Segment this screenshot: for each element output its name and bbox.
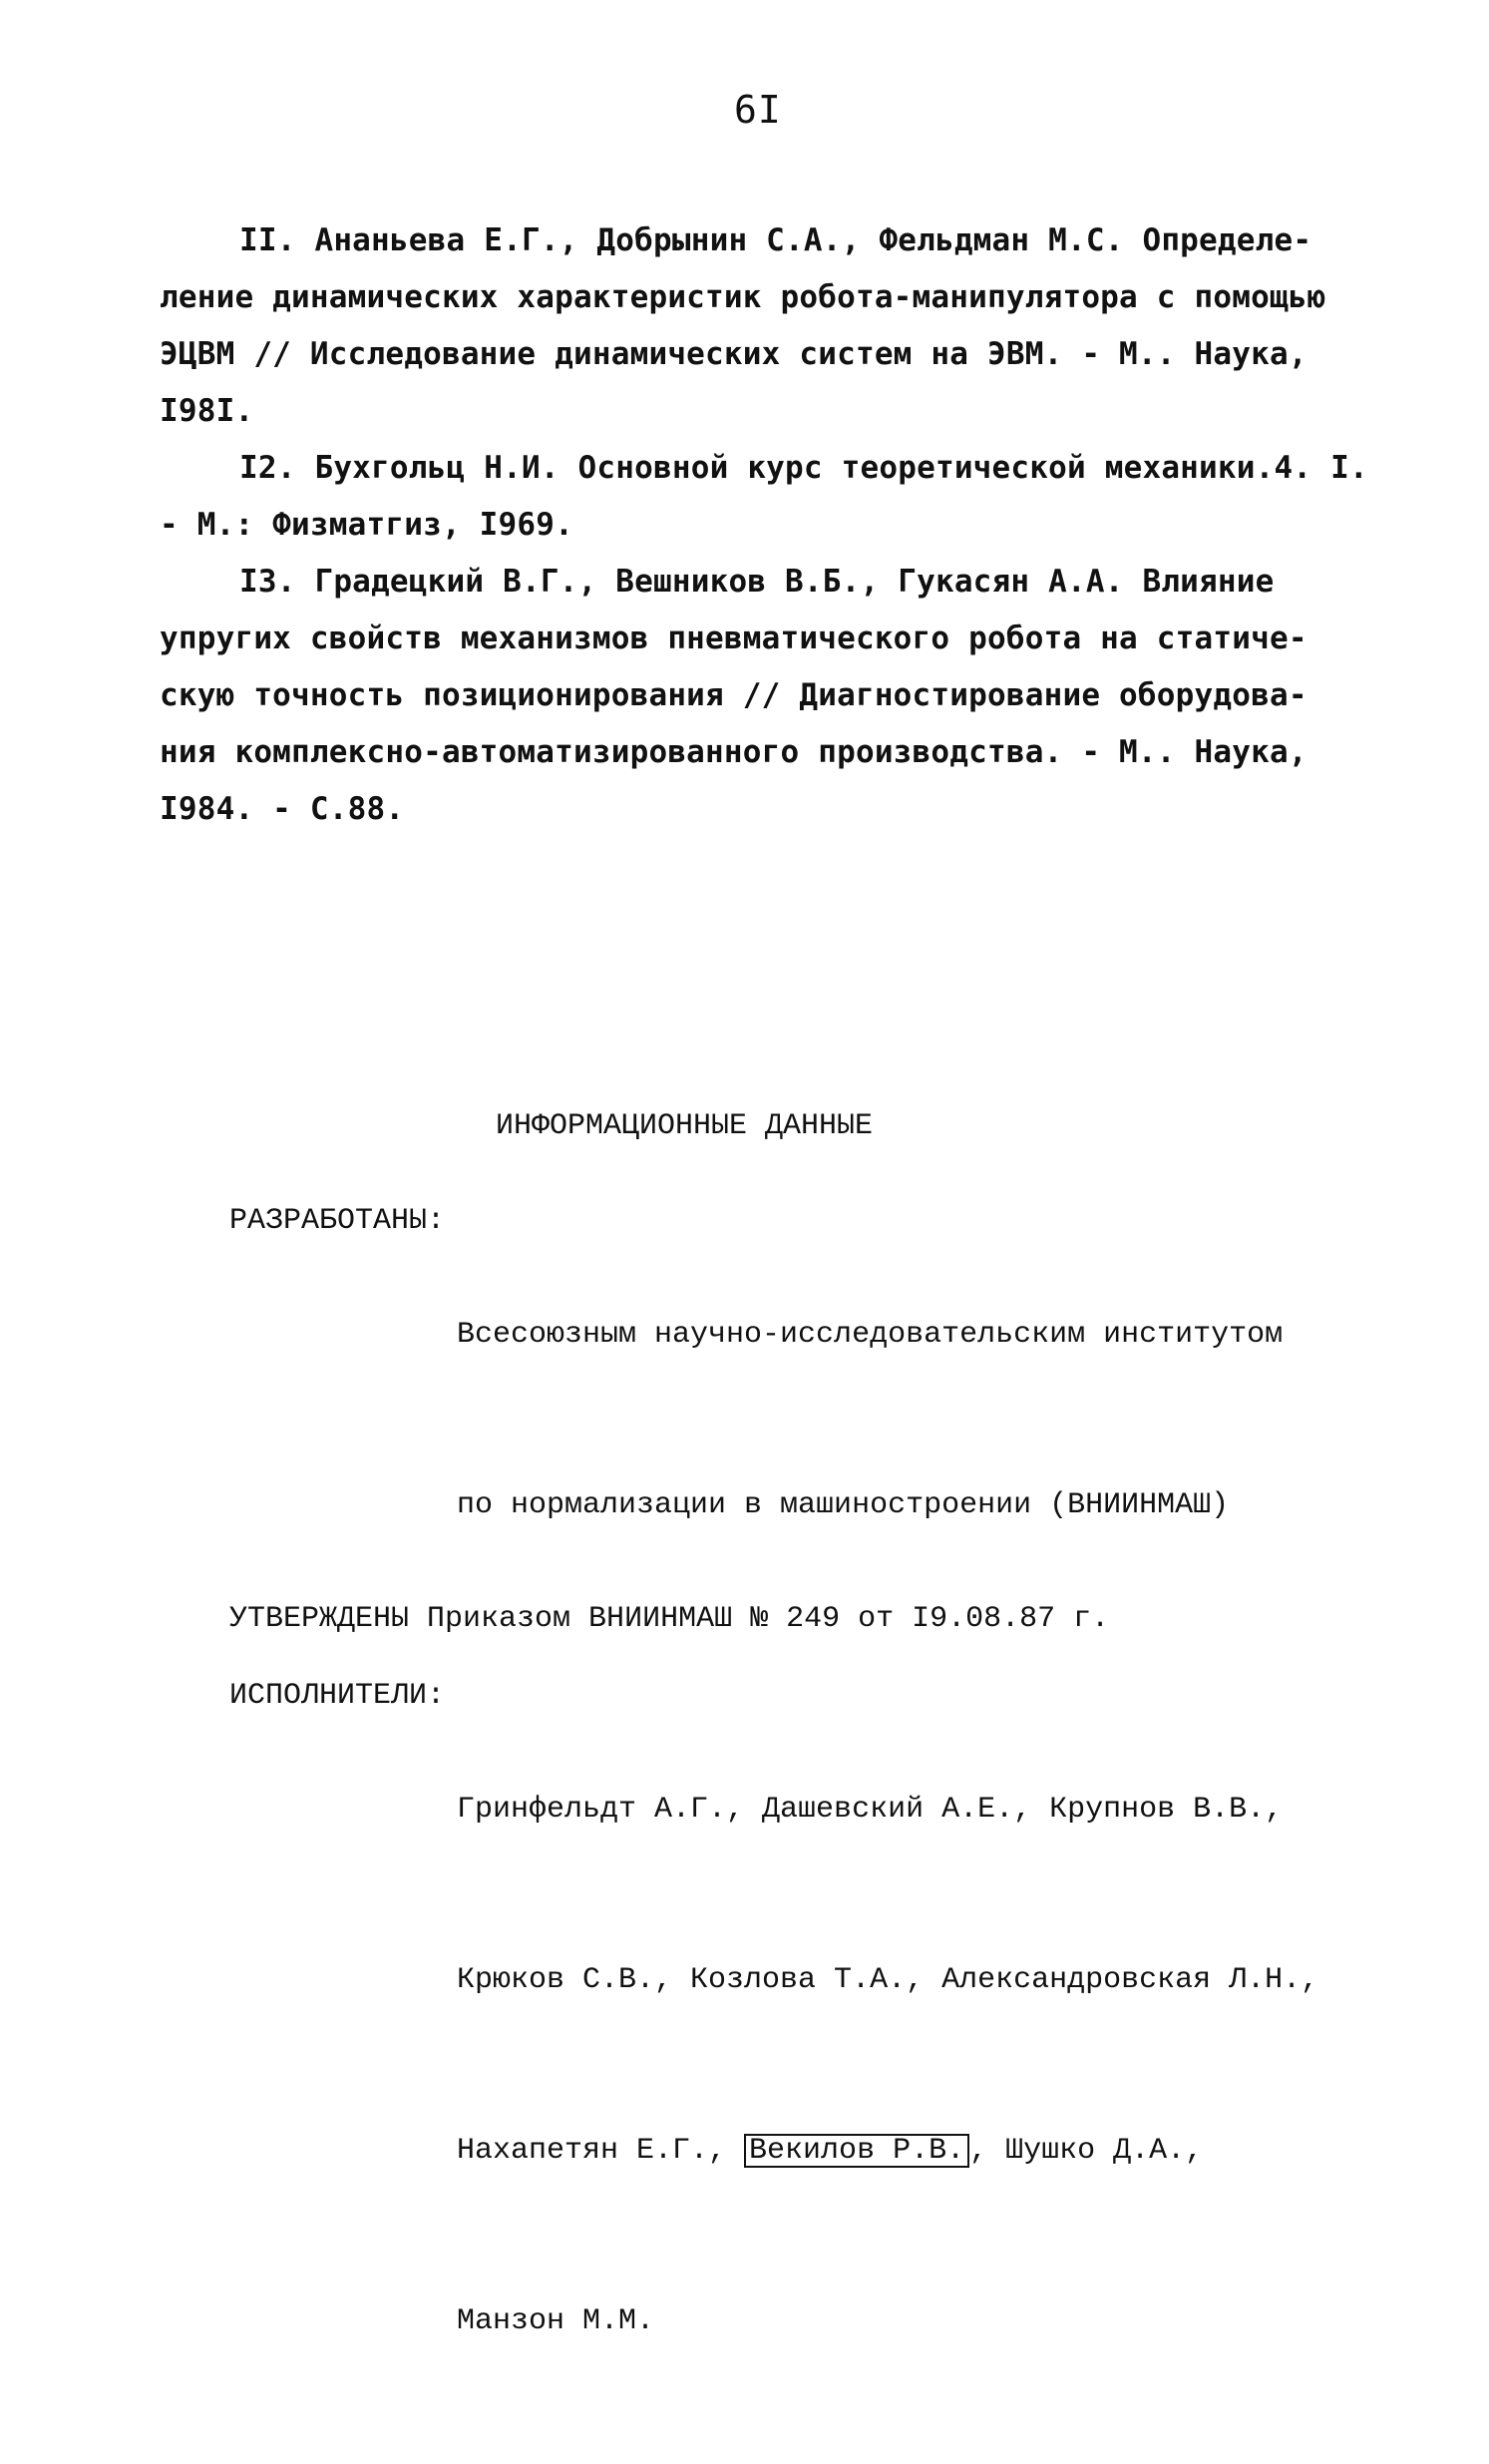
approved-line: УТВЕРЖДЕНЫ Приказом ВНИИНМАШ № 249 от I9.08.87 г. (229, 1602, 1110, 1636)
reference-13-line-3: скую точность позиционирования // Диагностирование оборудова- (160, 677, 1307, 713)
executors-line-3-before: Нахапетян Е.Г., (457, 2134, 745, 2168)
reference-13-line-2: упругих свойств механизмов пневматического робота на статиче- (160, 620, 1307, 656)
executors-value (457, 1668, 1386, 2464)
executors-line-1: Гринфельдт А.Г., Дашевский А.Е., Крупнов В.В., (457, 1793, 1284, 1827)
executors-label: ИСПОЛНИТЕЛИ: (229, 1679, 446, 1713)
reference-11-line-2: ление динамических характеристик робота-манипулятора с помощью (160, 279, 1326, 315)
developed-row (229, 1193, 1386, 1648)
reference-13-line-1: I3. Градецкий В.Г., Вешников В.Б., Гукасян А.А. Влияние (239, 564, 1275, 600)
executors-line-3-after: , Шушко Д.А., (969, 2134, 1204, 2168)
reference-13-line-5: I984. - С.88. (160, 791, 405, 827)
executors-line-3 (457, 2123, 1386, 2180)
info-section-heading: ИНФОРМАЦИОННЫЕ ДАННЫЕ (496, 1109, 874, 1143)
spacer (229, 1648, 1386, 1668)
reference-11-line-1: II. Ананьева Е.Г., Добрынин С.А., Фельдман М.С. Определе- (239, 222, 1312, 258)
developed-value (457, 1193, 1386, 1648)
reference-12-line-1: I2. Бухгольц Н.И. Основной курс теоретической механики.4. I. (239, 450, 1368, 486)
reference-13-line-4: ния комплексно-автоматизированного производства. - М.. Наука, (160, 734, 1307, 770)
page-number: 6I (734, 88, 782, 132)
executors-line-4: Манзон М.М. (457, 2304, 655, 2338)
boxed-name: Векилов Р.В. (744, 2134, 969, 2168)
references-list (160, 212, 1368, 838)
executors-line-2: Крюков С.В., Козлова Т.А., Александровская Л.Н., (457, 1963, 1319, 1997)
info-section (229, 1193, 1386, 2464)
developed-line-1: Всесоюзным научно-исследовательским институтом (457, 1318, 1284, 1352)
reference-12-line-2: - М.: Физматгиз, I969. (160, 507, 573, 543)
developed-line-2: по нормализации в машиностроении (ВНИИНМАШ) (457, 1488, 1230, 1522)
reference-11-line-3: ЭЦВМ // Исследование динамических систем на ЭВМ. - М.. Наука, (160, 336, 1307, 372)
developed-label: РАЗРАБОТАНЫ: (229, 1204, 446, 1238)
executors-row (229, 1668, 1386, 2464)
reference-11-line-4: I98I. (160, 393, 254, 429)
